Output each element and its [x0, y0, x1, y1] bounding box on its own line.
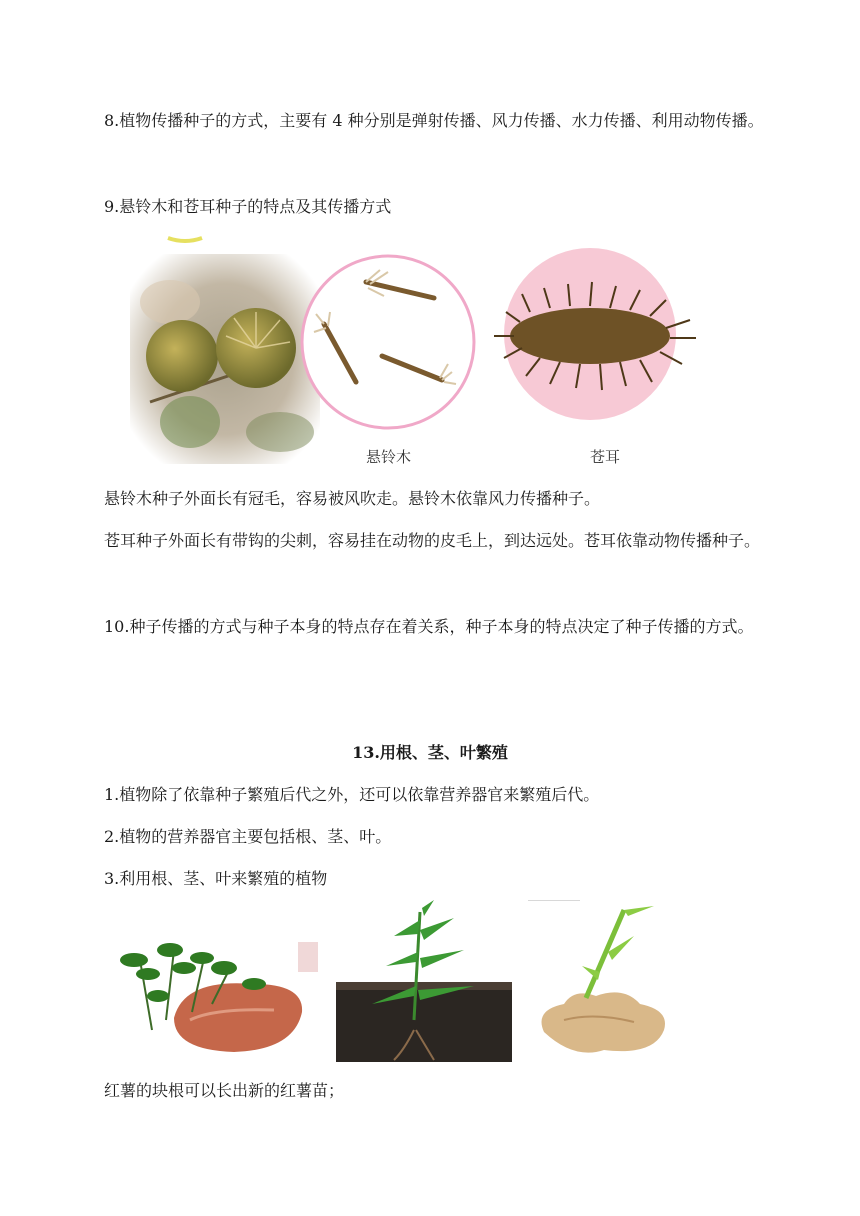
- sycamore-photo: [130, 254, 320, 464]
- cocklebur-description: 苍耳种子外面长有带钩的尖刺，容易挂在动物的皮毛上，到达远处。苍耳依靠动物传播种子。: [104, 531, 761, 550]
- item-3-text: 3.利用根、茎、叶来繁殖的植物: [104, 869, 328, 888]
- item-1-text: 1.植物除了依靠种子繁殖后代之外，还可以依靠营养器官来繁殖后代。: [104, 785, 600, 804]
- ginger-photo: [528, 900, 665, 1053]
- item-9-text: 9.悬铃木和苍耳种子的特点及其传播方式: [104, 197, 392, 216]
- sycamore-seeds-circle: [302, 256, 474, 428]
- stem-cutting-photo: [336, 900, 512, 1062]
- item-10-text: 10.种子传播的方式与种子本身的特点存在着关系，种子本身的特点决定了种子传播的方式。: [104, 617, 754, 636]
- cocklebur-circle: [494, 248, 696, 420]
- item-8-text: 8.植物传播种子的方式，主要有 4 种分别是弹射传播、风力传播、水力传播、利用动物传播。: [104, 111, 764, 130]
- caption-cocklebur: 苍耳: [590, 448, 621, 466]
- sycamore-description: 悬铃木种子外面长有冠毛，容易被风吹走。悬铃木依靠风力传播种子。: [104, 489, 601, 508]
- seed-figure: [130, 232, 750, 472]
- sweet-potato-photo: [120, 942, 318, 1052]
- sweet-potato-description: 红薯的块根可以长出新的红薯苗；: [104, 1081, 345, 1100]
- caption-sycamore: 悬铃木: [366, 448, 412, 466]
- section-13-title: 13.用根、茎、叶繁殖: [352, 743, 508, 762]
- item-2-text: 2.植物的营养器官主要包括根、茎、叶。: [104, 827, 392, 846]
- vegetative-figure: [104, 900, 684, 1065]
